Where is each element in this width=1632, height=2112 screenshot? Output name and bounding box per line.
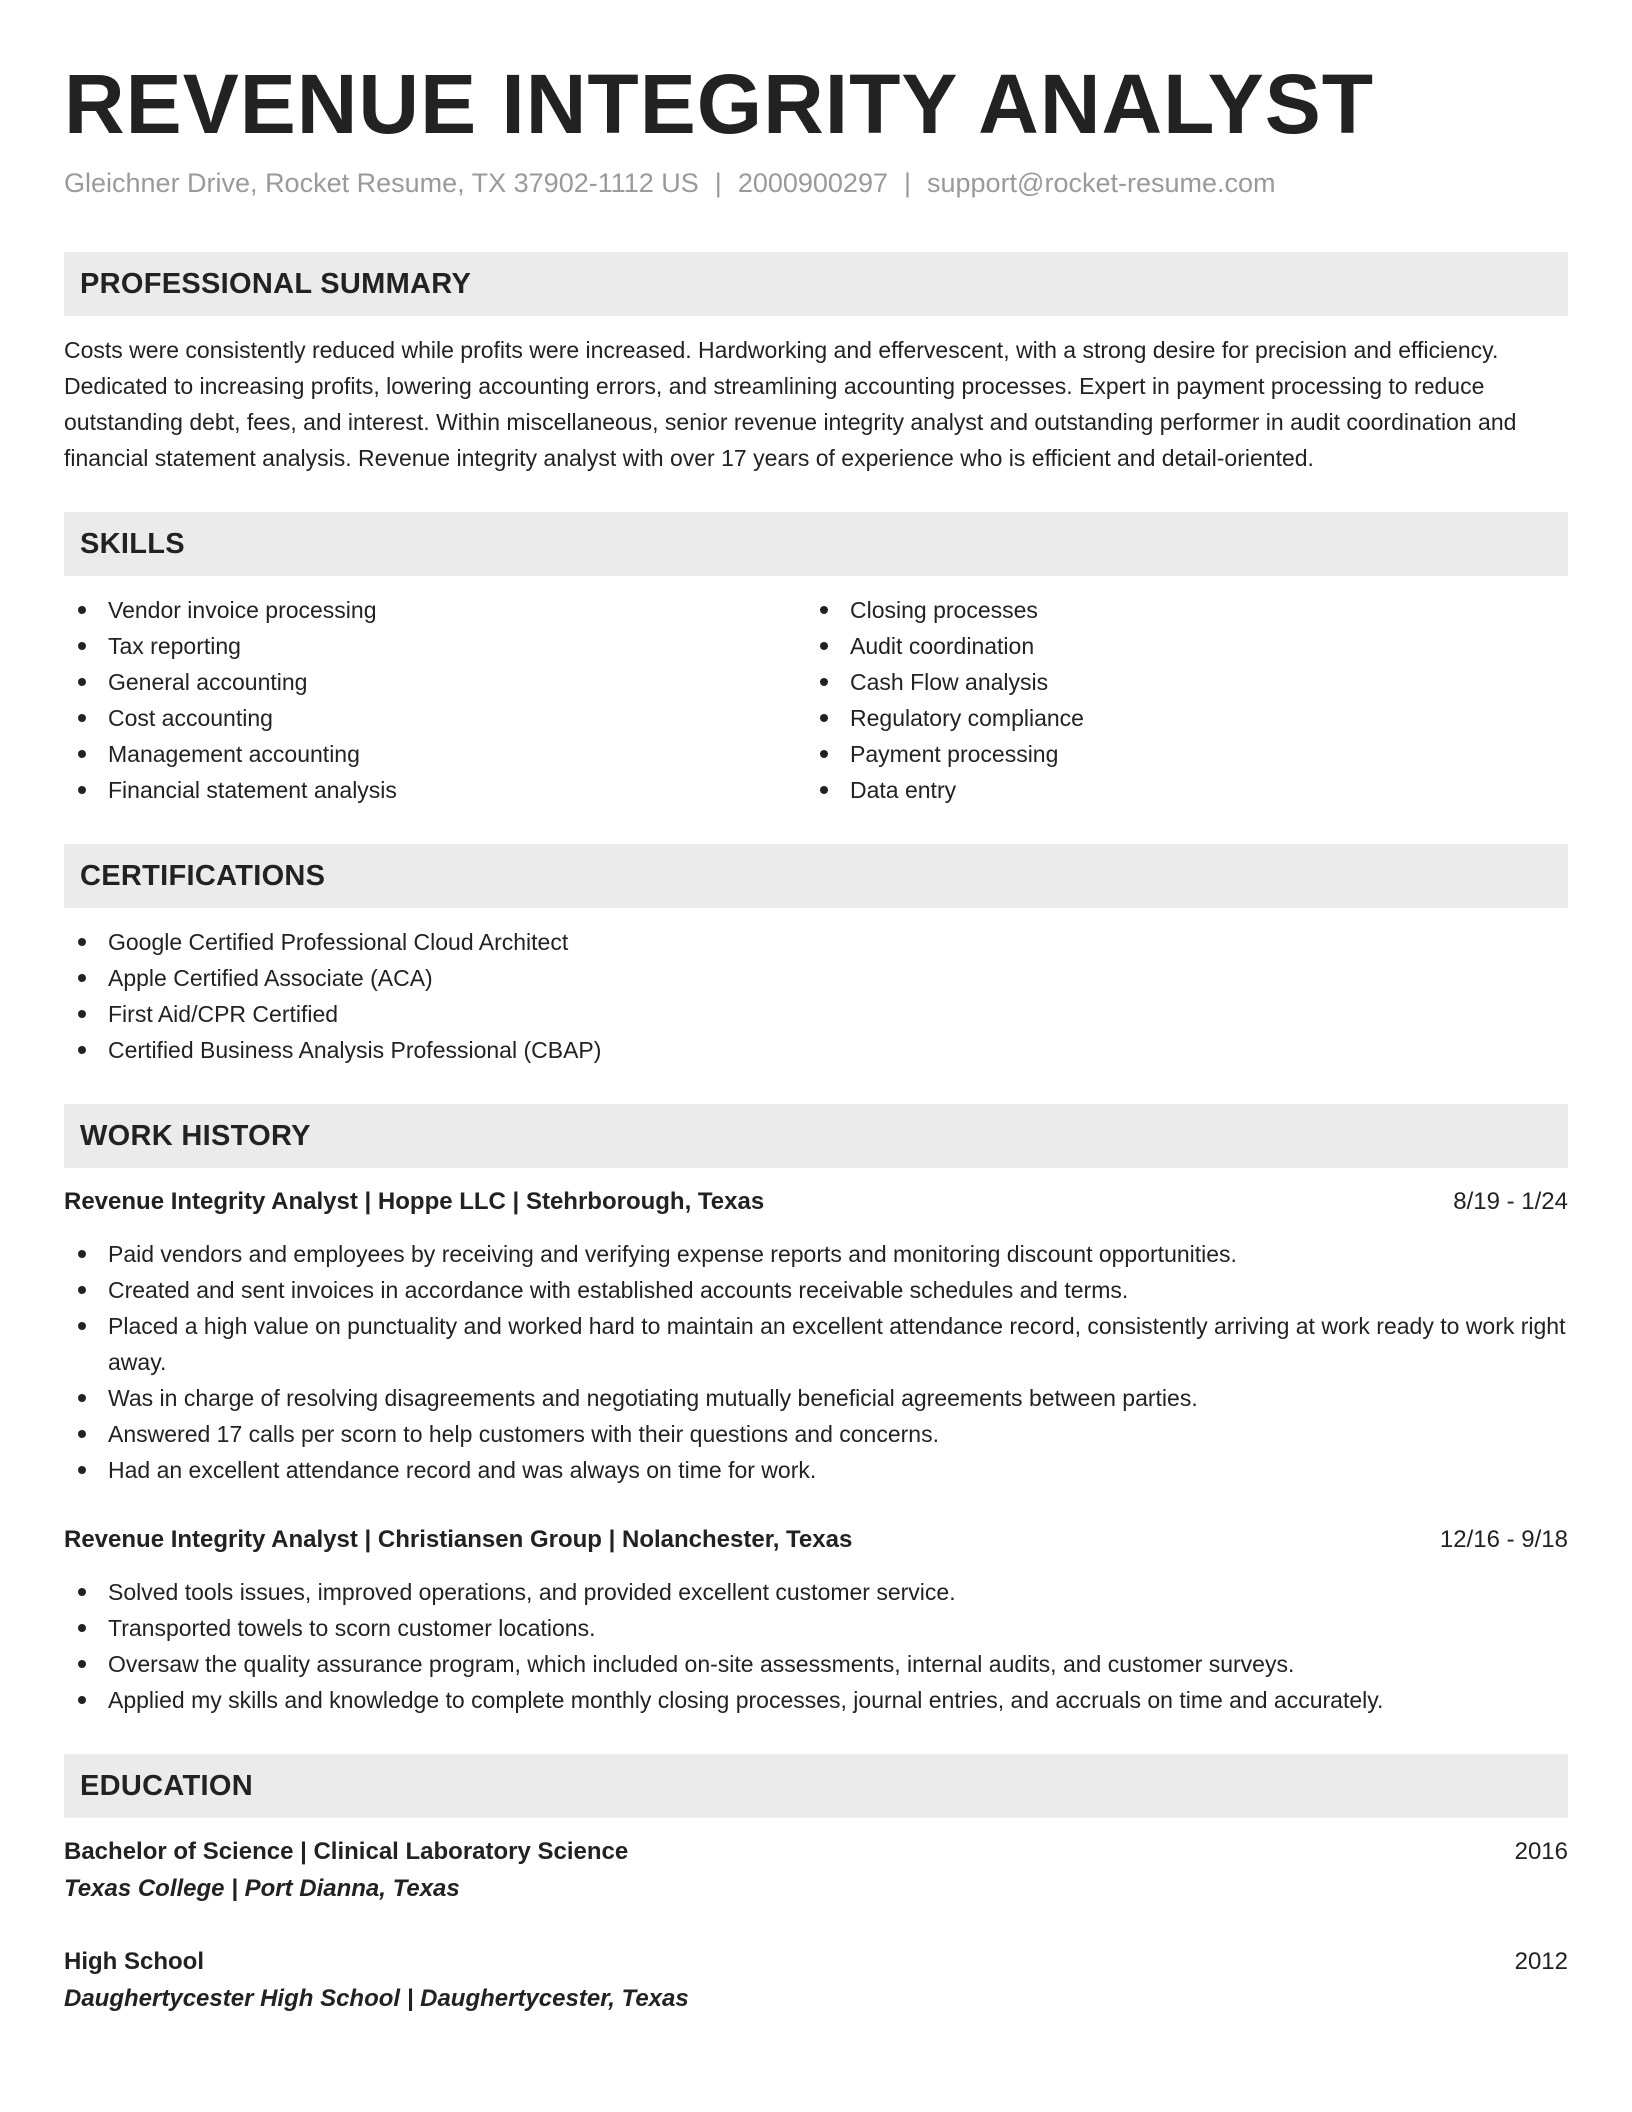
list-item [806, 772, 1548, 808]
list-item [64, 924, 1568, 960]
skill-label: Financial statement analysis [108, 777, 397, 803]
certification-label: Google Certified Professional Cloud Architect [108, 929, 569, 955]
contact-separator: | [903, 168, 911, 198]
education-entry [64, 1944, 1568, 2018]
bullet-icon [820, 606, 828, 614]
contact-separator: | [714, 168, 722, 198]
bullet-icon [78, 1430, 86, 1438]
list-item [64, 1416, 1568, 1452]
list-item [806, 628, 1548, 664]
certification-label: Apple Certified Associate (ACA) [108, 965, 433, 991]
bullet-icon [78, 1046, 86, 1054]
skill-label: Cash Flow analysis [850, 669, 1049, 695]
skill-label: Payment processing [850, 741, 1059, 767]
list-item [806, 592, 1548, 628]
duty-text: Was in charge of resolving disagreements and negotiating mutually beneficial agreements between parties. [108, 1385, 1198, 1411]
certification-label: First Aid/CPR Certified [108, 1001, 339, 1027]
bullet-icon [820, 750, 828, 758]
education-degree: Bachelor of Science | Clinical Laboratory Science [64, 1838, 629, 1865]
certification-label: Certified Business Analysis Professional (CBAP) [108, 1037, 602, 1063]
job-dates: 8/19 - 1/24 [1453, 1188, 1568, 1215]
bullet-icon [78, 678, 86, 686]
bullet-icon [78, 1588, 86, 1596]
bullet-icon [78, 1394, 86, 1402]
list-item [64, 960, 1568, 996]
bullet-icon [820, 714, 828, 722]
skills-list-right [806, 592, 1548, 808]
bullet-icon [78, 1660, 86, 1668]
list-item [64, 592, 806, 628]
contact-email: support@rocket-resume.com [927, 168, 1276, 198]
duty-text: Solved tools issues, improved operations, and provided excellent customer service. [108, 1579, 956, 1605]
bullet-icon [78, 1322, 86, 1330]
list-item [64, 1610, 1568, 1646]
bullet-icon [820, 642, 828, 650]
bullet-icon [78, 1466, 86, 1474]
bullet-icon [820, 678, 828, 686]
skills-list-left [64, 592, 806, 808]
education-degree: High School [64, 1948, 204, 1975]
bullet-icon [78, 642, 86, 650]
bullet-icon [78, 606, 86, 614]
job-duties-list [64, 1236, 1568, 1488]
education-year: 2016 [1514, 1838, 1568, 1865]
education-school: Daughertycester High School | Daughertycester, Texas [64, 1985, 689, 2012]
job-entry [64, 1184, 1568, 1488]
skill-label: Cost accounting [108, 705, 273, 731]
resume-page [64, 56, 1568, 2018]
list-item [64, 628, 806, 664]
job-duties-list [64, 1574, 1568, 1718]
section-header-education: EDUCATION [64, 1754, 1568, 1818]
skill-label: Tax reporting [108, 633, 241, 659]
list-item [64, 1272, 1568, 1308]
job-header [64, 1522, 1568, 1558]
duty-text: Had an excellent attendance record and was always on time for work. [108, 1457, 817, 1483]
duty-text: Placed a high value on punctuality and worked hard to maintain an excellent attendance record, consistently arriving at work ready to work right away. [108, 1313, 1566, 1375]
section-header-summary: PROFESSIONAL SUMMARY [64, 252, 1568, 316]
bullet-icon [78, 786, 86, 794]
bullet-icon [78, 1286, 86, 1294]
certifications-list [64, 924, 1568, 1068]
list-item [64, 1574, 1568, 1610]
list-item [64, 1646, 1568, 1682]
list-item [64, 1682, 1568, 1718]
skill-label: Data entry [850, 777, 957, 803]
skill-label: Management accounting [108, 741, 360, 767]
list-item [64, 1236, 1568, 1272]
job-dates: 12/16 - 9/18 [1439, 1526, 1568, 1553]
duty-text: Transported towels to scorn customer locations. [108, 1615, 596, 1641]
list-item [64, 772, 806, 808]
duty-text: Paid vendors and employees by receiving and verifying expense reports and monitoring discount opportunities. [108, 1241, 1237, 1267]
list-item [64, 1452, 1568, 1488]
contact-line [64, 166, 1568, 200]
contact-address: Gleichner Drive, Rocket Resume, TX 37902-1112 US [64, 168, 699, 198]
education-header [64, 1944, 1568, 1980]
bullet-icon [78, 1010, 86, 1018]
bullet-icon [78, 974, 86, 982]
education-year: 2012 [1514, 1948, 1568, 1975]
bullet-icon [820, 786, 828, 794]
section-header-skills: SKILLS [64, 512, 1568, 576]
skill-label: Closing processes [850, 597, 1038, 623]
section-header-work-history: WORK HISTORY [64, 1104, 1568, 1168]
list-item [64, 664, 806, 700]
skill-label: Regulatory compliance [850, 705, 1084, 731]
contact-phone: 2000900297 [737, 168, 888, 198]
skill-label: Vendor invoice processing [108, 597, 377, 623]
bullet-icon [78, 1696, 86, 1704]
list-item [64, 1308, 1568, 1380]
list-item [64, 700, 806, 736]
skills-columns [64, 576, 1568, 808]
job-title: Revenue Integrity Analyst | Hoppe LLC | Stehrborough, Texas [64, 1188, 765, 1215]
job-header [64, 1184, 1568, 1220]
list-item [64, 736, 806, 772]
summary-text: Costs were consistently reduced while profits were increased. Hardworking and effervescent, with a strong desire for precision and efficiency. Dedicated to increasing profits, lowering accounting errors, and streamlining accounting processes. Expert in payment processing to reduce outstanding debt, fees, and interest. Within miscellaneous, senior revenue integrity analyst and outstanding performer in audit coordination and financial statement analysis. Revenue integrity analyst with over 17 years of experience who is efficient and detail-oriented. [64, 337, 1517, 471]
bullet-icon [78, 714, 86, 722]
bullet-icon [78, 1250, 86, 1258]
education-header [64, 1834, 1568, 1870]
candidate-name: REVENUE INTEGRITY ANALYST [64, 57, 1375, 151]
list-item [64, 1032, 1568, 1068]
job-entry [64, 1522, 1568, 1718]
skill-label: Audit coordination [850, 633, 1035, 659]
duty-text: Oversaw the quality assurance program, which included on-site assessments, internal audits, and customer surveys. [108, 1651, 1295, 1677]
duty-text: Answered 17 calls per scorn to help customers with their questions and concerns. [108, 1421, 939, 1447]
education-school: Texas College | Port Dianna, Texas [64, 1875, 460, 1902]
list-item [806, 736, 1548, 772]
list-item [806, 664, 1548, 700]
bullet-icon [78, 1624, 86, 1632]
list-item [64, 996, 1568, 1032]
bullet-icon [78, 750, 86, 758]
list-item [806, 700, 1548, 736]
job-title: Revenue Integrity Analyst | Christiansen Group | Nolanchester, Texas [64, 1526, 853, 1553]
duty-text: Applied my skills and knowledge to complete monthly closing processes, journal entries, and accruals on time and accurately. [108, 1687, 1384, 1713]
duty-text: Created and sent invoices in accordance with established accounts receivable schedules and terms. [108, 1277, 1129, 1303]
education-entry [64, 1834, 1568, 1908]
skill-label: General accounting [108, 669, 308, 695]
list-item [64, 1380, 1568, 1416]
bullet-icon [78, 938, 86, 946]
section-header-certifications: CERTIFICATIONS [64, 844, 1568, 908]
